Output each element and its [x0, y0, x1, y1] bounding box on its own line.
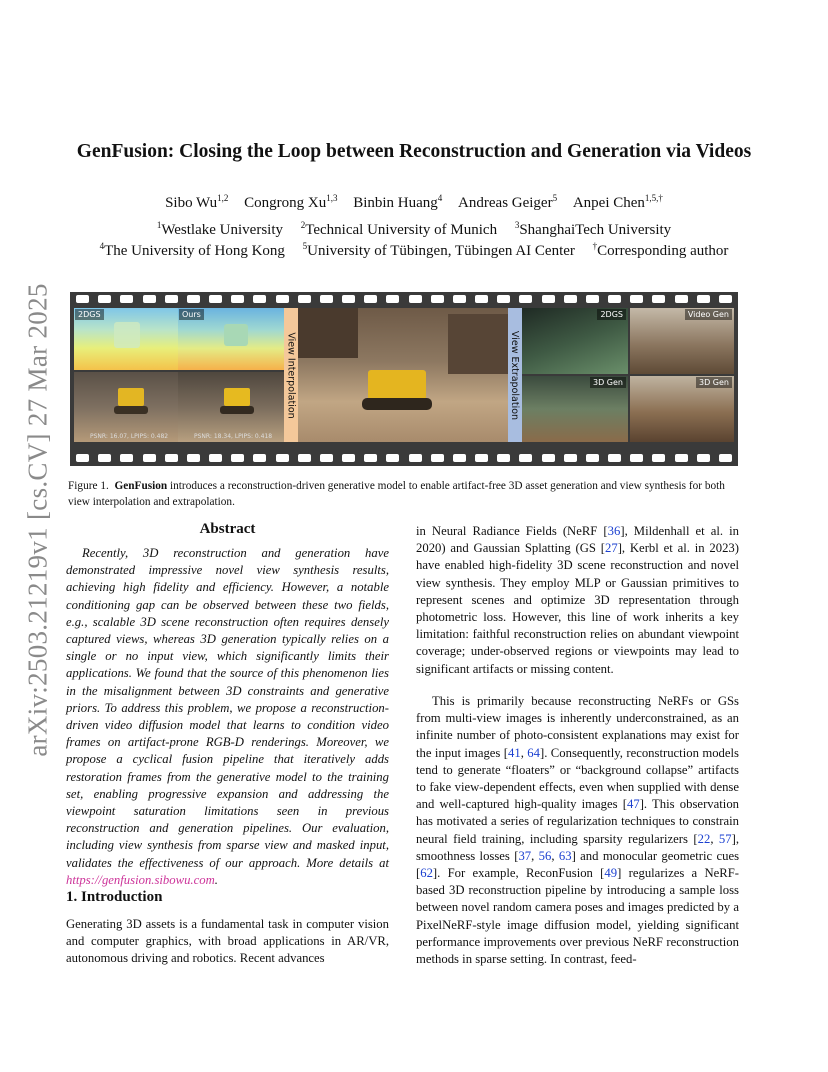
citation[interactable]: 56 [538, 848, 552, 863]
label-video-gen: Video Gen [685, 309, 732, 320]
author: Anpei Chen$^{1,5,\dagger}$ [572, 193, 663, 211]
depth-map-2dgs [74, 308, 178, 370]
citation[interactable]: 62 [420, 866, 433, 881]
film-perforations-top [76, 295, 732, 304]
extrapolation-3d-gen-a [522, 376, 628, 442]
center-scene-render [298, 308, 508, 442]
rgb-render-ours [178, 372, 284, 442]
author: Sibo Wu$^{1,2}$ [165, 193, 229, 211]
right-column-paragraph-2: This is primarily because reconstructing NeRFs or GSs from multi-view images is inherently underconstrained, as an infinite number of photo-consistent explanations may exist for the input images [41, 64]. Consequently, reconstruction models tend to generate “floaters” or “background collapse” artifacts to fake view-dependent effects, even when supplied with dense and well-captured high-quality images [47]. This observation has motivated a series of regularization techniques to constrain neural field training, including sparsity regularizers [22, 57], smoothness losses [37, 56, 63] and monocular geometric cues [62]. For example, ReconFusion [49] regularizes a NeRF-based 3D reconstruction pipeline by introducing a sample loss between novel random camera poses and images predicted by a PixelNeRF-style image diffusion model, yielding significant performance improvements over previous NeRF reconstruction methods in sparse setting. In contrast, feed- [416, 694, 740, 967]
introduction-body: Generating 3D assets is a fundamental task in computer vision and computer graphics, with broad applications in AR/VR, autonomous driving and robotics. Recent advances [66, 917, 389, 966]
citation[interactable]: 57 [718, 831, 732, 846]
label-2dgs-right: 2DGS [597, 309, 626, 320]
affiliation: $^4$The University of Hong Kong [99, 241, 285, 259]
paper-title: GenFusion: Closing the Loop between Reconstruction and Generation via Videos [76, 141, 752, 162]
view-extrapolation-bar: View Extrapolation [508, 308, 522, 442]
section-heading-introduction: 1. Introduction [66, 889, 163, 905]
right-column-paragraph-1: in Neural Radiance Fields (NeRF [36], Mildenhall et al. in 2020) and Gaussian Splatting (GS [27], Kerbl et al. in 2023) have enabled high-fidelity 3D scene reconstruction and novel view synthesis. They employ MLP or Gaussian primitives to represent scenes and optimize 3D representation through photometric loss. However, this line of work inherits a key limitation: faithful reconstruction relies on abundant viewpoint coverage; under-observed regions or viewpoints may lead to significant artifacts or missing content. [416, 524, 739, 676]
author: Congrong Xu$^{1,3}$ [244, 193, 338, 211]
citation[interactable]: 27 [605, 541, 618, 556]
arxiv-id: arXiv:2503.21219v1 [cs.CV] 27 Mar 2025 [22, 283, 53, 757]
author-list [0, 195, 828, 212]
citation[interactable]: 41 [508, 745, 521, 760]
affiliation: $^1$Westlake University [156, 220, 283, 238]
extrapolation-video-gen [630, 308, 734, 374]
author: Binbin Huang$^4$ [353, 193, 443, 211]
label-3d-gen-b: 3D Gen [696, 377, 732, 388]
label-3d-gen-a: 3D Gen [590, 377, 626, 388]
depth-map-ours [178, 308, 284, 370]
citation[interactable]: 49 [604, 866, 618, 881]
abstract-heading: Abstract [199, 521, 256, 537]
project-link[interactable]: https://genfusion.sibowu.com [66, 872, 215, 887]
arxiv-sidebar-stamp [18, 280, 58, 760]
extrapolation-3d-gen-b [630, 376, 734, 442]
label-2dgs-left: 2DGS [75, 309, 104, 320]
citation[interactable]: 22 [697, 831, 711, 846]
rgb-render-2dgs [74, 372, 178, 442]
citation[interactable]: 64 [527, 745, 540, 760]
label-ours: Ours [179, 309, 204, 320]
citation[interactable]: 36 [607, 524, 621, 538]
affiliation: †Corresponding author [592, 241, 729, 259]
extrapolation-2dgs [522, 308, 628, 374]
affiliation: $^2$Technical University of Munich [300, 220, 498, 238]
affiliations-line-1 [0, 222, 828, 239]
metric-2dgs: PSNR: 16.07, LPIPS: 0.482 [90, 433, 169, 440]
view-interpolation-bar: View Interpolation [284, 308, 298, 442]
affiliations-line-2 [0, 243, 828, 260]
citation[interactable]: 63 [558, 848, 572, 863]
figure-caption: Figure 1. GenFusion introduces a reconstruction-driven generative model to enable artifact-free 3D asset generation and view synthesis for both view interpolation and extrapolation. [68, 480, 725, 508]
affiliation: $^3$ShanghaiTech University [514, 220, 672, 238]
author: Andreas Geiger$^5$ [458, 193, 558, 211]
citation[interactable]: 47 [627, 797, 640, 812]
metric-ours: PSNR: 18.34, LPIPS: 0.418 [194, 433, 273, 440]
abstract-body: Recently, 3D reconstruction and generation have demonstrated impressive novel view synthesis results, achieving high fidelity and efficiency. However, a notable conditioning gap can be observed between these two fields, e.g., scalable 3D scene reconstruction often requires densely captured views, whereas 3D generation typically relies on a single or no input view, which significantly limits their applications. We found that the source of this phenomenon lies in the misalignment between 3D constraints and generative priors. To address this problem, we propose a reconstruction-driven video diffusion model that learns to condition video frames on artifact-prone RGB-D renderings. Moreover, we propose a cyclical fusion pipeline that iteratively adds restoration frames from the generative model to the training set, enabling progressive expansion and addressing the viewpoint saturation limitations seen in previous reconstruction and generation pipelines. Our evaluation, including view synthesis from sparse view and masked input, validates the effectiveness of our approach. More details at https://genfusion.sibowu.com. [66, 546, 389, 887]
affiliation: $^5$University of Tübingen, Tübingen AI Center [302, 241, 575, 259]
citation[interactable]: 37 [518, 848, 532, 863]
teaser-figure [70, 292, 738, 466]
film-perforations-bottom [76, 454, 732, 463]
